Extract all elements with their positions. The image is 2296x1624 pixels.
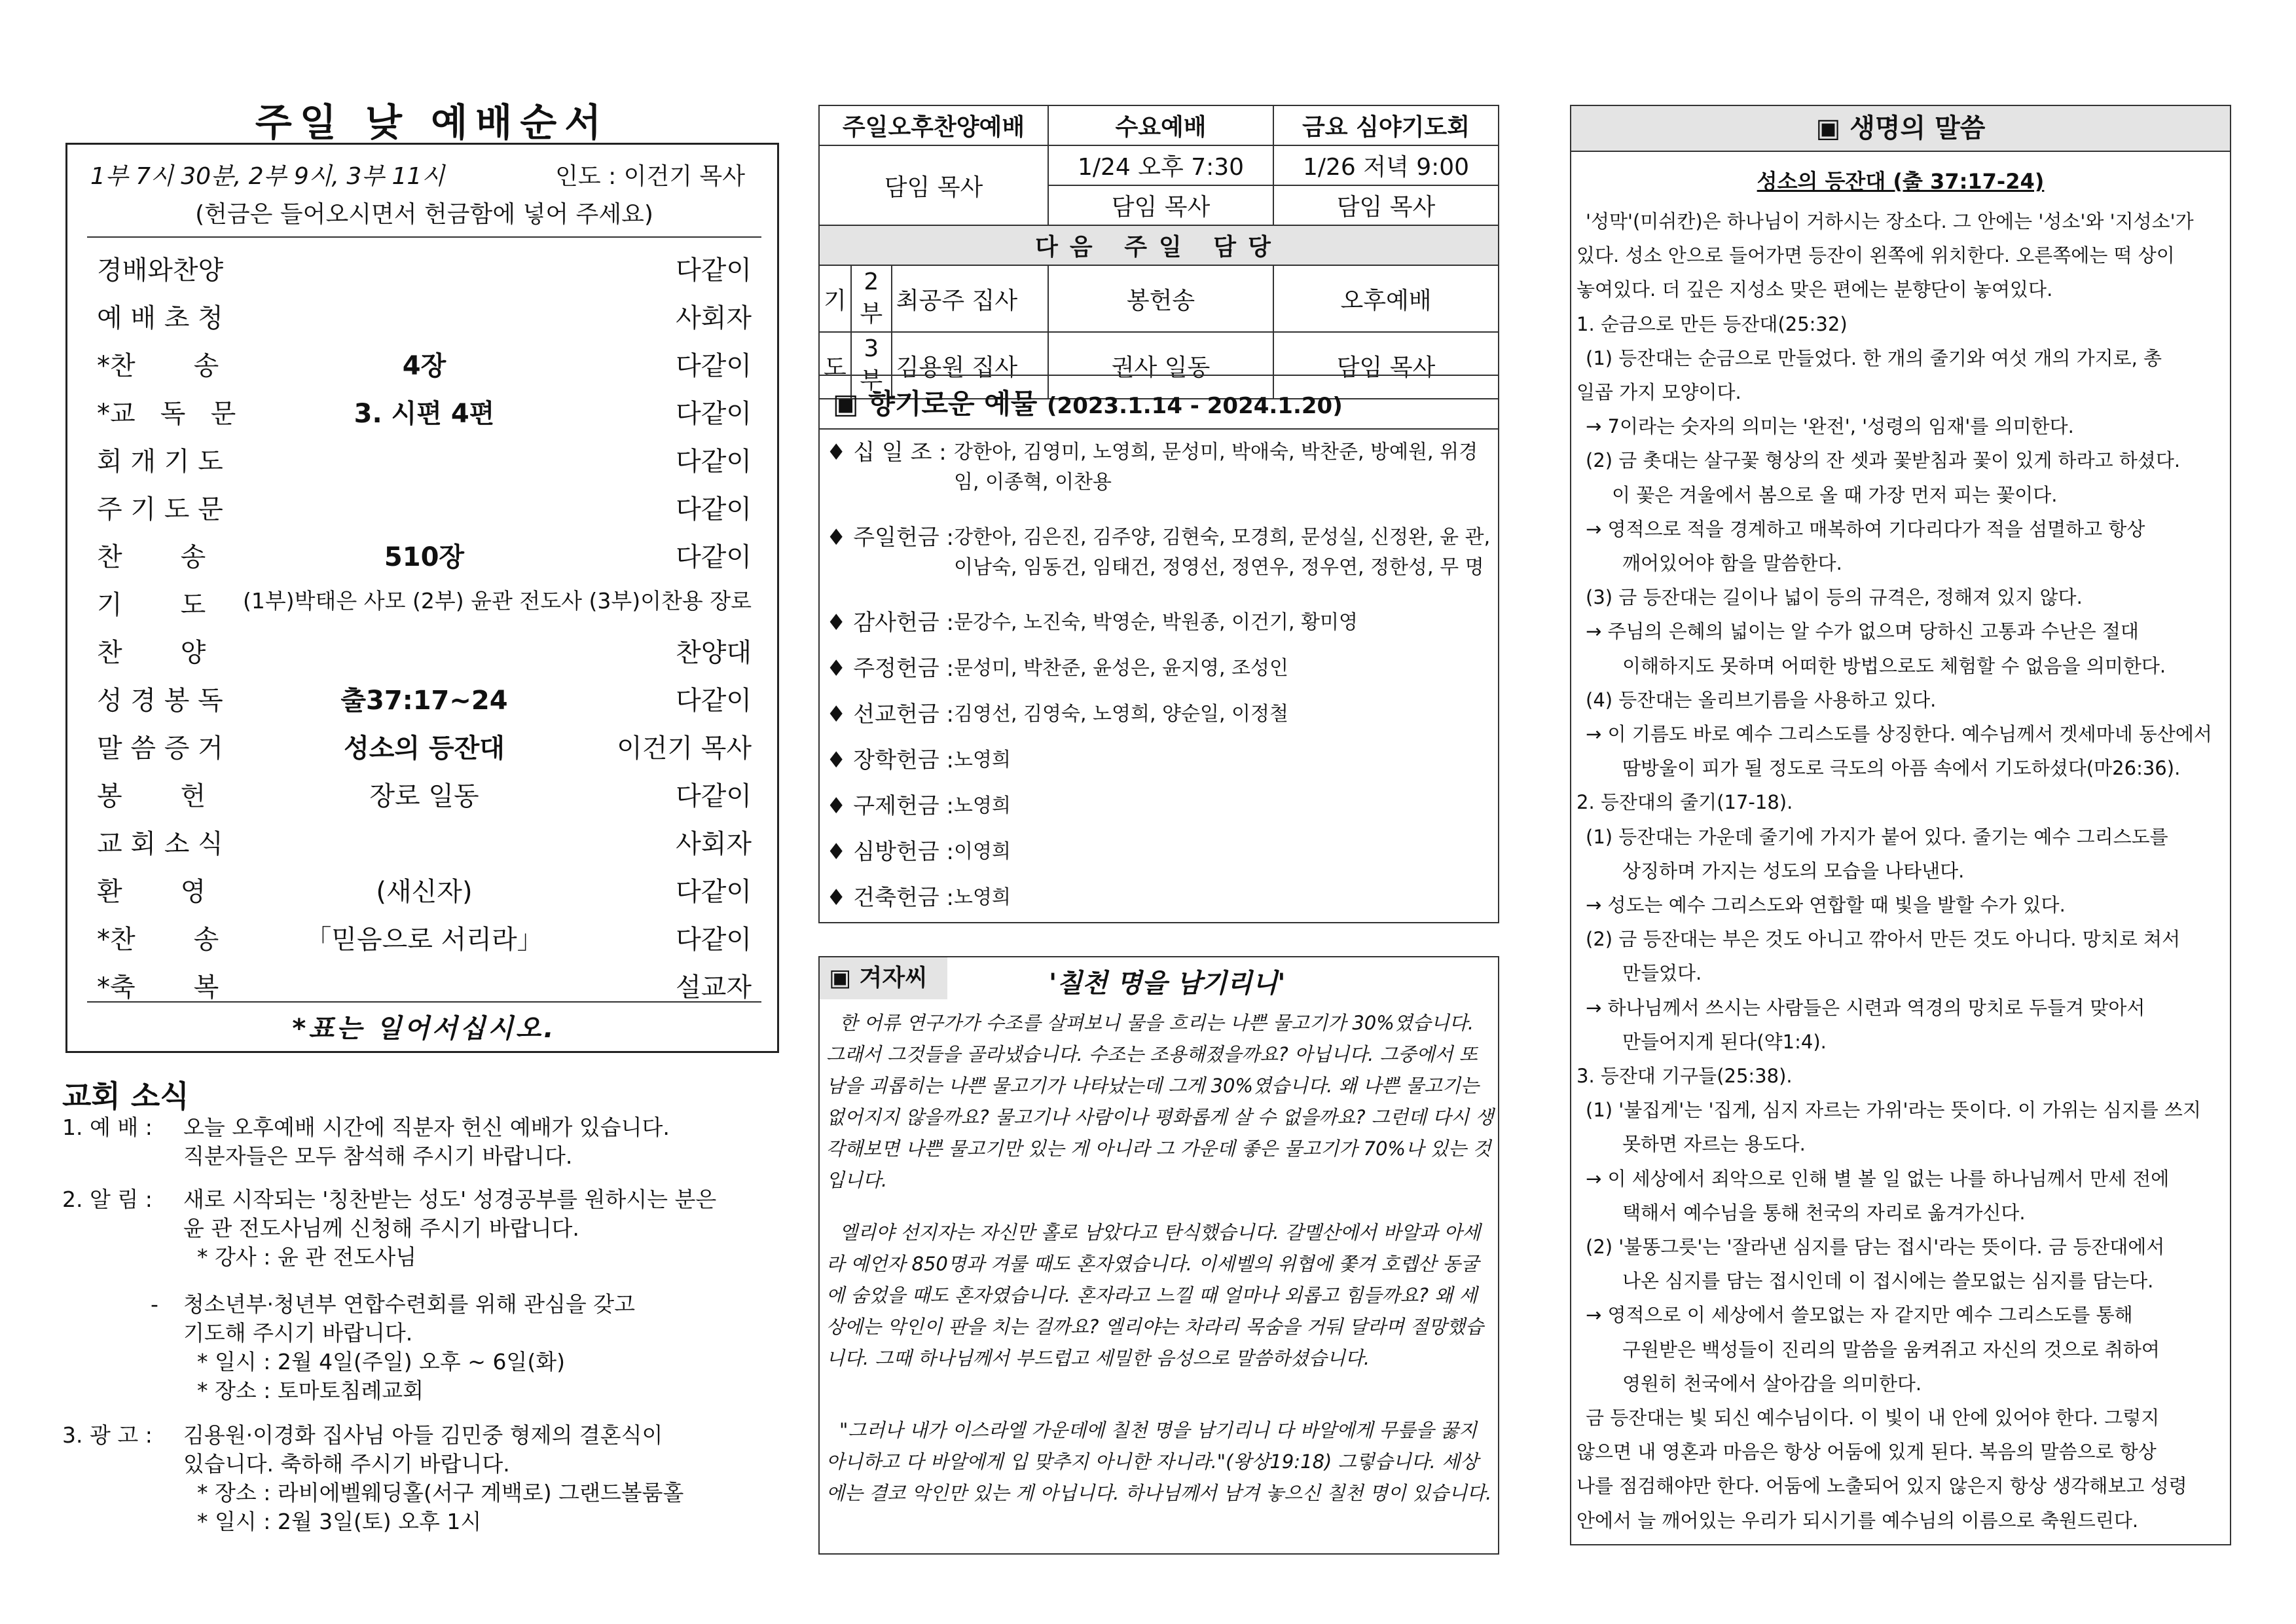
order-item-person: 다같이 [676, 781, 752, 811]
sermon-line: 이 꽃은 겨울에서 봄으로 올 때 가장 먼저 피는 꽃이다. [1612, 483, 2058, 506]
service-times: 1부 7시 30분, 2부 9시, 3부 11시 [90, 163, 445, 190]
order-item-detail: 성소의 등잔대 [344, 733, 505, 764]
news-item-label: 3. 광 고 : [62, 1422, 153, 1448]
schedule-sunday-afternoon-leader: 담임 목사 [819, 145, 1048, 225]
order-item-detail: 4장 [402, 351, 446, 381]
duty-afternoon-who: 담임 목사 [1273, 332, 1499, 399]
order-row [97, 393, 752, 432]
order-row [97, 345, 752, 384]
offering-names: 강한아, 김은진, 김주양, 김현숙, 모경희, 문성실, 신정완, 윤 관, 이남숙, 임동건, 임태건, 정영선, 정연우, 정우연, 정한성, 무 명 [954, 526, 1491, 579]
mustard-seed-box [818, 956, 1499, 1555]
offering-category: ♦ 십 일 조 : [826, 439, 947, 466]
mustard-paragraph: 한 어류 연구가가 수조를 살펴보니 물을 흐리는 나쁜 물고기가 30%였습니다. 그래서 그것들을 골라냈습니다. 수조는 조용해졌을까요? 아닙니다. 그중에서 또 남을 괴롭히는 나쁜 물고기가 나타났는데 그게 30%였습니다. 왜 나쁜 물고기는 없어지지 않을까요? 물고기나 사람이나 평화롭게 살 수 없을까요? 그런데 다시 생각해보면 나쁜 물고기만 있는 게 아니라 그 가운데 좋은 물고기가 70%나 있는 것입니다. [826, 1012, 1494, 1191]
order-item-detail: 3. 시편 4편 [354, 399, 495, 429]
mustard-paragraph: "그러나 내가 이스라엘 가운데에 칠천 명을 남기리니 다 바알에게 무릎을 꿇지 아니하고 다 바알에게 입 맞추지 아니한 자니라."(왕상19:18) 그렇습니다. 세상에는 결코 악인만 있는 게 아닙니다. 하나님께서 남겨 놓으신 칠천 명이 있습니다. [826, 1419, 1492, 1504]
offering-instruction: (헌금은 들어오시면서 헌금함에 넣어 주세요) [195, 201, 653, 228]
order-item-name: 회 개 기 도 [97, 447, 223, 477]
service-leader: 인도 : 이건기 목사 [555, 163, 745, 190]
offering-category: ♦ 구제헌금 : [826, 793, 954, 819]
duty-afternoon-label: 오후예배 [1273, 265, 1499, 332]
duty-offertory-who: 권사 일동 [1048, 332, 1273, 399]
offering-category: ♦ 장학헌금 : [826, 747, 954, 773]
sermon-line: 만들었다. [1622, 962, 1702, 985]
sermon-subtitle-text: 성소의 등잔대 (출 37:17-24) [1757, 169, 2045, 194]
order-item-name: *찬 송 [97, 925, 219, 955]
offering-category: ♦ 주일헌금 : [826, 525, 954, 551]
order-row [97, 632, 752, 671]
mustard-seed-tag [820, 957, 947, 999]
offering-names: 문성미, 박찬준, 윤성은, 윤지영, 조성인 [954, 657, 1288, 680]
offering-title-text: 향기로운 예물 [868, 388, 1038, 420]
order-item-person: 다같이 [676, 351, 752, 381]
offering-names: 문강수, 노진숙, 박영순, 박원종, 이건기, 황미영 [954, 611, 1358, 634]
sermon-line: 않으면 내 영혼과 마음은 항상 어둠에 있게 된다. 복음의 말씀으로 항상 [1576, 1441, 2157, 1464]
sermon-line: 일곱 가지 모양이다. [1576, 381, 1741, 403]
sermon-line: 안에서 늘 깨어있는 우리가 되시기를 예수님의 이름으로 축원드린다. [1576, 1509, 2139, 1532]
offering-title [833, 382, 1343, 422]
sermon-line: 땀방울이 피가 될 정도로 극도의 아픔 속에서 기도하셨다(마26:36). [1622, 757, 2181, 780]
order-item-person: 다같이 [676, 399, 752, 429]
offering-names: 노영희 [954, 886, 1011, 909]
offering-names: 강한아, 김영미, 노영희, 문성미, 박애숙, 박찬준, 방예원, 위경임, 이종혁, 이찬용 [954, 441, 1478, 494]
offering-names: 김영선, 김영숙, 노영희, 양순일, 이정철 [954, 703, 1288, 726]
service-schedule-table [818, 105, 1499, 399]
order-row [97, 680, 752, 719]
schedule-header-wednesday: 수요예배 [1048, 105, 1273, 145]
order-row [97, 967, 752, 1006]
sermon-line: → 영적으로 적을 경계하고 매복하여 기다리다가 적을 섬멸하고 항상 [1586, 517, 2145, 540]
duty-2bu: 2부 [851, 265, 892, 332]
order-item-name: 찬 양 [97, 638, 206, 668]
order-item-name: 기 도 [97, 590, 206, 620]
order-row [97, 441, 752, 480]
sermon-line: (1) '불집게'는 '집게, 심지 자르는 가위'라는 뜻이다. 이 가위는 심지를 쓰지 [1586, 1099, 2201, 1122]
next-sunday-duty-header: 다음 주일 담당 [819, 225, 1499, 265]
sermon-line: 깨어있어야 함을 말씀한다. [1622, 552, 1842, 574]
sermon-line: → 주님의 은혜의 넓이는 알 수가 없으며 당하신 고통과 수난은 절대 [1586, 620, 2139, 643]
duty-3bu-name: 김용원 집사 [892, 332, 1048, 399]
sermon-line: 만들어지게 된다(약1:4). [1622, 1030, 1827, 1053]
news-line: * 강사 : 윤 관 전도사님 [183, 1244, 417, 1270]
order-item-detail: 「믿음으로 서리라」 [305, 925, 543, 955]
sermon-line: 2. 등잔대의 줄기(17-18). [1576, 791, 1793, 814]
news-line: * 장소 : 라비에벨웨딩홀(서구 계백로) 그랜드볼룸홀 [183, 1480, 684, 1505]
order-item-name: 봉 헌 [97, 781, 206, 811]
sermon-line: → 영적으로 이 세상에서 쓸모없는 자 같지만 예수 그리스도를 통해 [1586, 1304, 2133, 1327]
sermon-line: (4) 등잔대는 올리브기름을 사용하고 있다. [1586, 688, 1937, 711]
news-line: 있습니다. 축하해 주시기 바랍니다. [183, 1451, 510, 1477]
order-item-name: 말 씀 증 거 [97, 733, 223, 764]
sermon-line: → 하나님께서 쓰시는 사람들은 시련과 역경의 망치로 두들겨 맞아서 [1586, 996, 2145, 1019]
service-times-line [90, 158, 745, 191]
sermon-line: 놓여있다. 더 깊은 지성소 맞은 편에는 분향단이 놓여있다. [1576, 278, 2053, 301]
sermon-line: 구원받은 백성들이 진리의 말씀을 움켜쥐고 자신의 것으로 취하여 [1622, 1338, 2160, 1361]
order-row [97, 584, 752, 623]
order-item-name: 교 회 소 식 [97, 829, 223, 859]
order-row [97, 489, 752, 528]
order-row [97, 536, 752, 576]
news-item-body [183, 1113, 670, 1171]
news-line: * 장소 : 토마토침례교회 [183, 1378, 424, 1403]
news-item-body [183, 1290, 635, 1405]
sermon-line: (2) 금 등잔대는 부은 것도 아니고 깎아서 만든 것도 아니다. 망치로 쳐서 [1586, 928, 2181, 951]
word-of-life-title: ▣ 생명의 말씀 [1571, 106, 2230, 152]
duty-prayer-label-2: 도 [819, 332, 851, 399]
sermon-line: 못하면 자르는 용도다. [1622, 1133, 1806, 1156]
news-line: 청소년부·청년부 연합수련회를 위해 관심을 갖고 [183, 1291, 636, 1317]
order-item-detail: (새신자) [376, 877, 473, 907]
offering-period: (2023.1.14 - 2024.1.20) [1047, 393, 1343, 419]
schedule-wednesday-leader: 담임 목사 [1048, 185, 1273, 225]
offering-category: ♦ 건축헌금 : [826, 885, 954, 911]
schedule-friday-time: 1/26 저녁 9:00 [1273, 145, 1499, 185]
mustard-seed-tag-text: 겨자씨 [859, 965, 928, 991]
sermon-line: '성막'(미쉬칸)은 하나님이 거하시는 장소다. 그 안에는 '성소'와 '지성소'가 [1586, 210, 2194, 232]
stand-up-note: *표는 일어서십시오. [292, 1014, 556, 1044]
order-row [97, 871, 752, 910]
offering-category: ♦ 주정헌금 : [826, 655, 954, 682]
news-line: 직분자들은 모두 참석해 주시기 바랍니다. [183, 1143, 573, 1169]
order-item-name: 주 기 도 문 [97, 494, 223, 525]
order-item-person: 다같이 [676, 494, 752, 525]
order-row [97, 728, 752, 767]
divider [87, 236, 761, 238]
sermon-line: 영원히 천국에서 살아감을 의미한다. [1622, 1372, 1922, 1395]
sermon-line: (1) 등잔대는 순금으로 만들었다. 한 개의 줄기와 여섯 개의 가지로, 총 [1586, 346, 2162, 369]
sermon-line: 이해하지도 못하며 어떠한 방법으로도 체험할 수 없음을 의미한다. [1622, 654, 2166, 677]
offering-names: 노영희 [954, 748, 1011, 771]
order-item-person: 이건기 목사 [617, 733, 752, 764]
offering-names: 노영희 [954, 794, 1011, 817]
square-icon: ▣ [833, 388, 869, 420]
news-line: 김용원·이경화 집사님 아들 김민중 형제의 결혼식이 [183, 1422, 663, 1448]
schedule-header-friday: 금요 심야기도회 [1273, 105, 1499, 145]
order-of-worship-box [65, 143, 779, 1053]
order-item-name: 찬 송 [97, 542, 206, 572]
square-icon: ▣ [829, 965, 860, 991]
news-line: 윤 관 전도사님께 신청해 주시기 바랍니다. [183, 1215, 579, 1241]
schedule-header-sunday-afternoon: 주일오후찬양예배 [819, 105, 1048, 145]
order-row [97, 775, 752, 815]
sermon-subtitle [1571, 165, 2230, 195]
order-item-person: 사회자 [676, 303, 752, 333]
schedule-friday-leader: 담임 목사 [1273, 185, 1499, 225]
offering-names: 이영희 [954, 840, 1011, 863]
order-item-person: 다같이 [676, 542, 752, 572]
order-row [97, 297, 752, 337]
order-item-person: 다같이 [676, 686, 752, 716]
sermon-line: 나를 점검해야만 한다. 어둠에 노출되어 있지 않은지 항상 생각해보고 성령 [1576, 1475, 2187, 1498]
news-line: 오늘 오후예배 시간에 직분자 헌신 예배가 있습니다. [183, 1115, 670, 1140]
order-item-detail: (1부)박태은 사모 (2부) 윤관 전도사 (3부)이찬용 장로 [243, 588, 752, 614]
order-item-person: 찬양대 [676, 638, 752, 668]
sermon-line: 나온 심지를 담는 접시인데 이 접시에는 쓸모없는 심지를 담는다. [1622, 1270, 2154, 1293]
order-item-person: 다같이 [676, 255, 752, 286]
order-item-detail: 출37:17~24 [340, 686, 508, 716]
order-of-worship-title: 주일 낮 예배순서 [255, 100, 610, 145]
news-item-body [183, 1421, 683, 1536]
sermon-line: (2) 금 촛대는 살구꽃 형상의 잔 셋과 꽃받침과 꽃이 있게 하라고 하셨다. [1586, 449, 2181, 472]
order-item-name: 성 경 봉 독 [97, 686, 223, 716]
order-item-name: *축 복 [97, 972, 219, 1003]
order-item-name: *교 독 문 [97, 399, 236, 429]
mustard-paragraph: 엘리야 선지자는 자신만 홀로 남았다고 탄식했습니다. 갈멜산에서 바알과 아세라 예언자 850명과 겨룰 때도 혼자였습니다. 이세벨의 위협에 쫓겨 호렙산 동굴에 숨었을 때도 혼자였습니다. 혼자라고 느낄 때 얼마나 외롭고 힘들까요? 왜 세상에는 악인이 판을 치는 걸까요? 엘리야는 차라리 목숨을 거둬 달라며 절망했습니다. 그때 하나님께서 부드럽고 세밀한 음성으로 말씀하셨습니다. [826, 1221, 1484, 1369]
order-row [97, 919, 752, 958]
sermon-line: 있다. 성소 안으로 들어가면 등잔이 왼쪽에 위치한다. 오른쪽에는 떡 상이 [1576, 244, 2175, 267]
sermon-line: → 7이라는 숫자의 의미는 '완전', '성령의 임재'를 의미한다. [1586, 415, 2074, 438]
order-item-name: *찬 송 [97, 351, 219, 381]
mustard-seed-title: '칠천 명을 남기리니' [1049, 969, 1286, 999]
order-item-detail: 510장 [384, 542, 465, 572]
offering-category: ♦ 감사헌금 : [826, 610, 954, 636]
offering-box [818, 375, 1499, 923]
sermon-line: → 이 기름도 바로 예수 그리스도를 상징한다. 예수님께서 겟세마네 동산에서 [1586, 723, 2212, 745]
order-row [97, 823, 752, 862]
divider [87, 1001, 761, 1003]
sermon-line: 택해서 예수님을 통해 천국의 자리로 옮겨가신다. [1622, 1201, 2026, 1224]
sermon-line: → 이 세상에서 죄악으로 인해 별 볼 일 없는 나를 하나님께서 만세 전에 [1586, 1167, 2170, 1190]
news-item-label: 1. 예 배 : [62, 1115, 153, 1140]
word-of-life-box [1570, 105, 2231, 1545]
sermon-line: (2) '불똥그릇'는 '잘라낸 심지를 담는 접시'라는 뜻이다. 금 등잔대에서 [1586, 1236, 2165, 1258]
order-item-name: 예 배 초 청 [97, 303, 223, 333]
news-line: 새로 시작되는 '칭찬받는 성도' 성경공부를 원하시는 분은 [183, 1187, 717, 1212]
news-line: * 일시 : 2월 3일(토) 오후 1시 [183, 1509, 482, 1534]
order-item-name: 환 영 [97, 877, 206, 907]
sermon-line: (1) 등잔대는 가운데 줄기에 가지가 붙어 있다. 줄기는 예수 그리스도를 [1586, 825, 2168, 848]
news-item-label: - [151, 1291, 158, 1317]
order-item-person: 다같이 [676, 447, 752, 477]
order-item-detail: 장로 일동 [369, 781, 479, 811]
order-item-person: 사회자 [676, 829, 752, 859]
sermon-line: 3. 등잔대 기구들(25:38). [1576, 1065, 1793, 1087]
news-line: * 일시 : 2월 4일(주일) 오후 ~ 6일(화) [183, 1349, 565, 1375]
schedule-wednesday-time: 1/24 오후 7:30 [1048, 145, 1273, 185]
offering-category: ♦ 선교헌금 : [826, 701, 954, 728]
church-news-title: 교회 소식 [62, 1079, 189, 1114]
sermon-line: (3) 금 등잔대는 길이나 넓이 등의 규격은, 정해져 있지 않다. [1586, 586, 2083, 609]
duty-prayer-label-1: 기 [819, 265, 851, 332]
sermon-line: 1. 순금으로 만든 등잔대(25:32) [1576, 312, 1848, 335]
sermon-line: → 성도는 예수 그리스도와 연합할 때 빛을 발할 수가 있다. [1586, 894, 2066, 916]
offering-header [820, 376, 1498, 430]
order-item-name: 경배와찬양 [97, 255, 224, 286]
order-item-person: 다같이 [676, 925, 752, 955]
order-row [97, 249, 752, 289]
order-item-person: 다같이 [676, 877, 752, 907]
mustard-seed-header [820, 957, 1498, 999]
order-item-person: 설교자 [676, 972, 752, 1003]
sermon-line: 금 등잔대는 빛 되신 예수님이다. 이 빛이 내 안에 있어야 한다. 그렇지 [1586, 1407, 2160, 1429]
duty-2bu-name: 최공주 집사 [892, 265, 1048, 332]
offering-category: ♦ 심방헌금 : [826, 839, 954, 865]
duty-offertory-label: 봉헌송 [1048, 265, 1273, 332]
sermon-line: 상징하며 가지는 성도의 모습을 나타낸다. [1622, 859, 1965, 882]
duty-3bu: 3부 [851, 332, 892, 399]
news-item-body [183, 1185, 716, 1272]
news-line: 기도해 주시기 바랍니다. [183, 1320, 413, 1346]
news-item-label: 2. 알 림 : [62, 1187, 153, 1212]
